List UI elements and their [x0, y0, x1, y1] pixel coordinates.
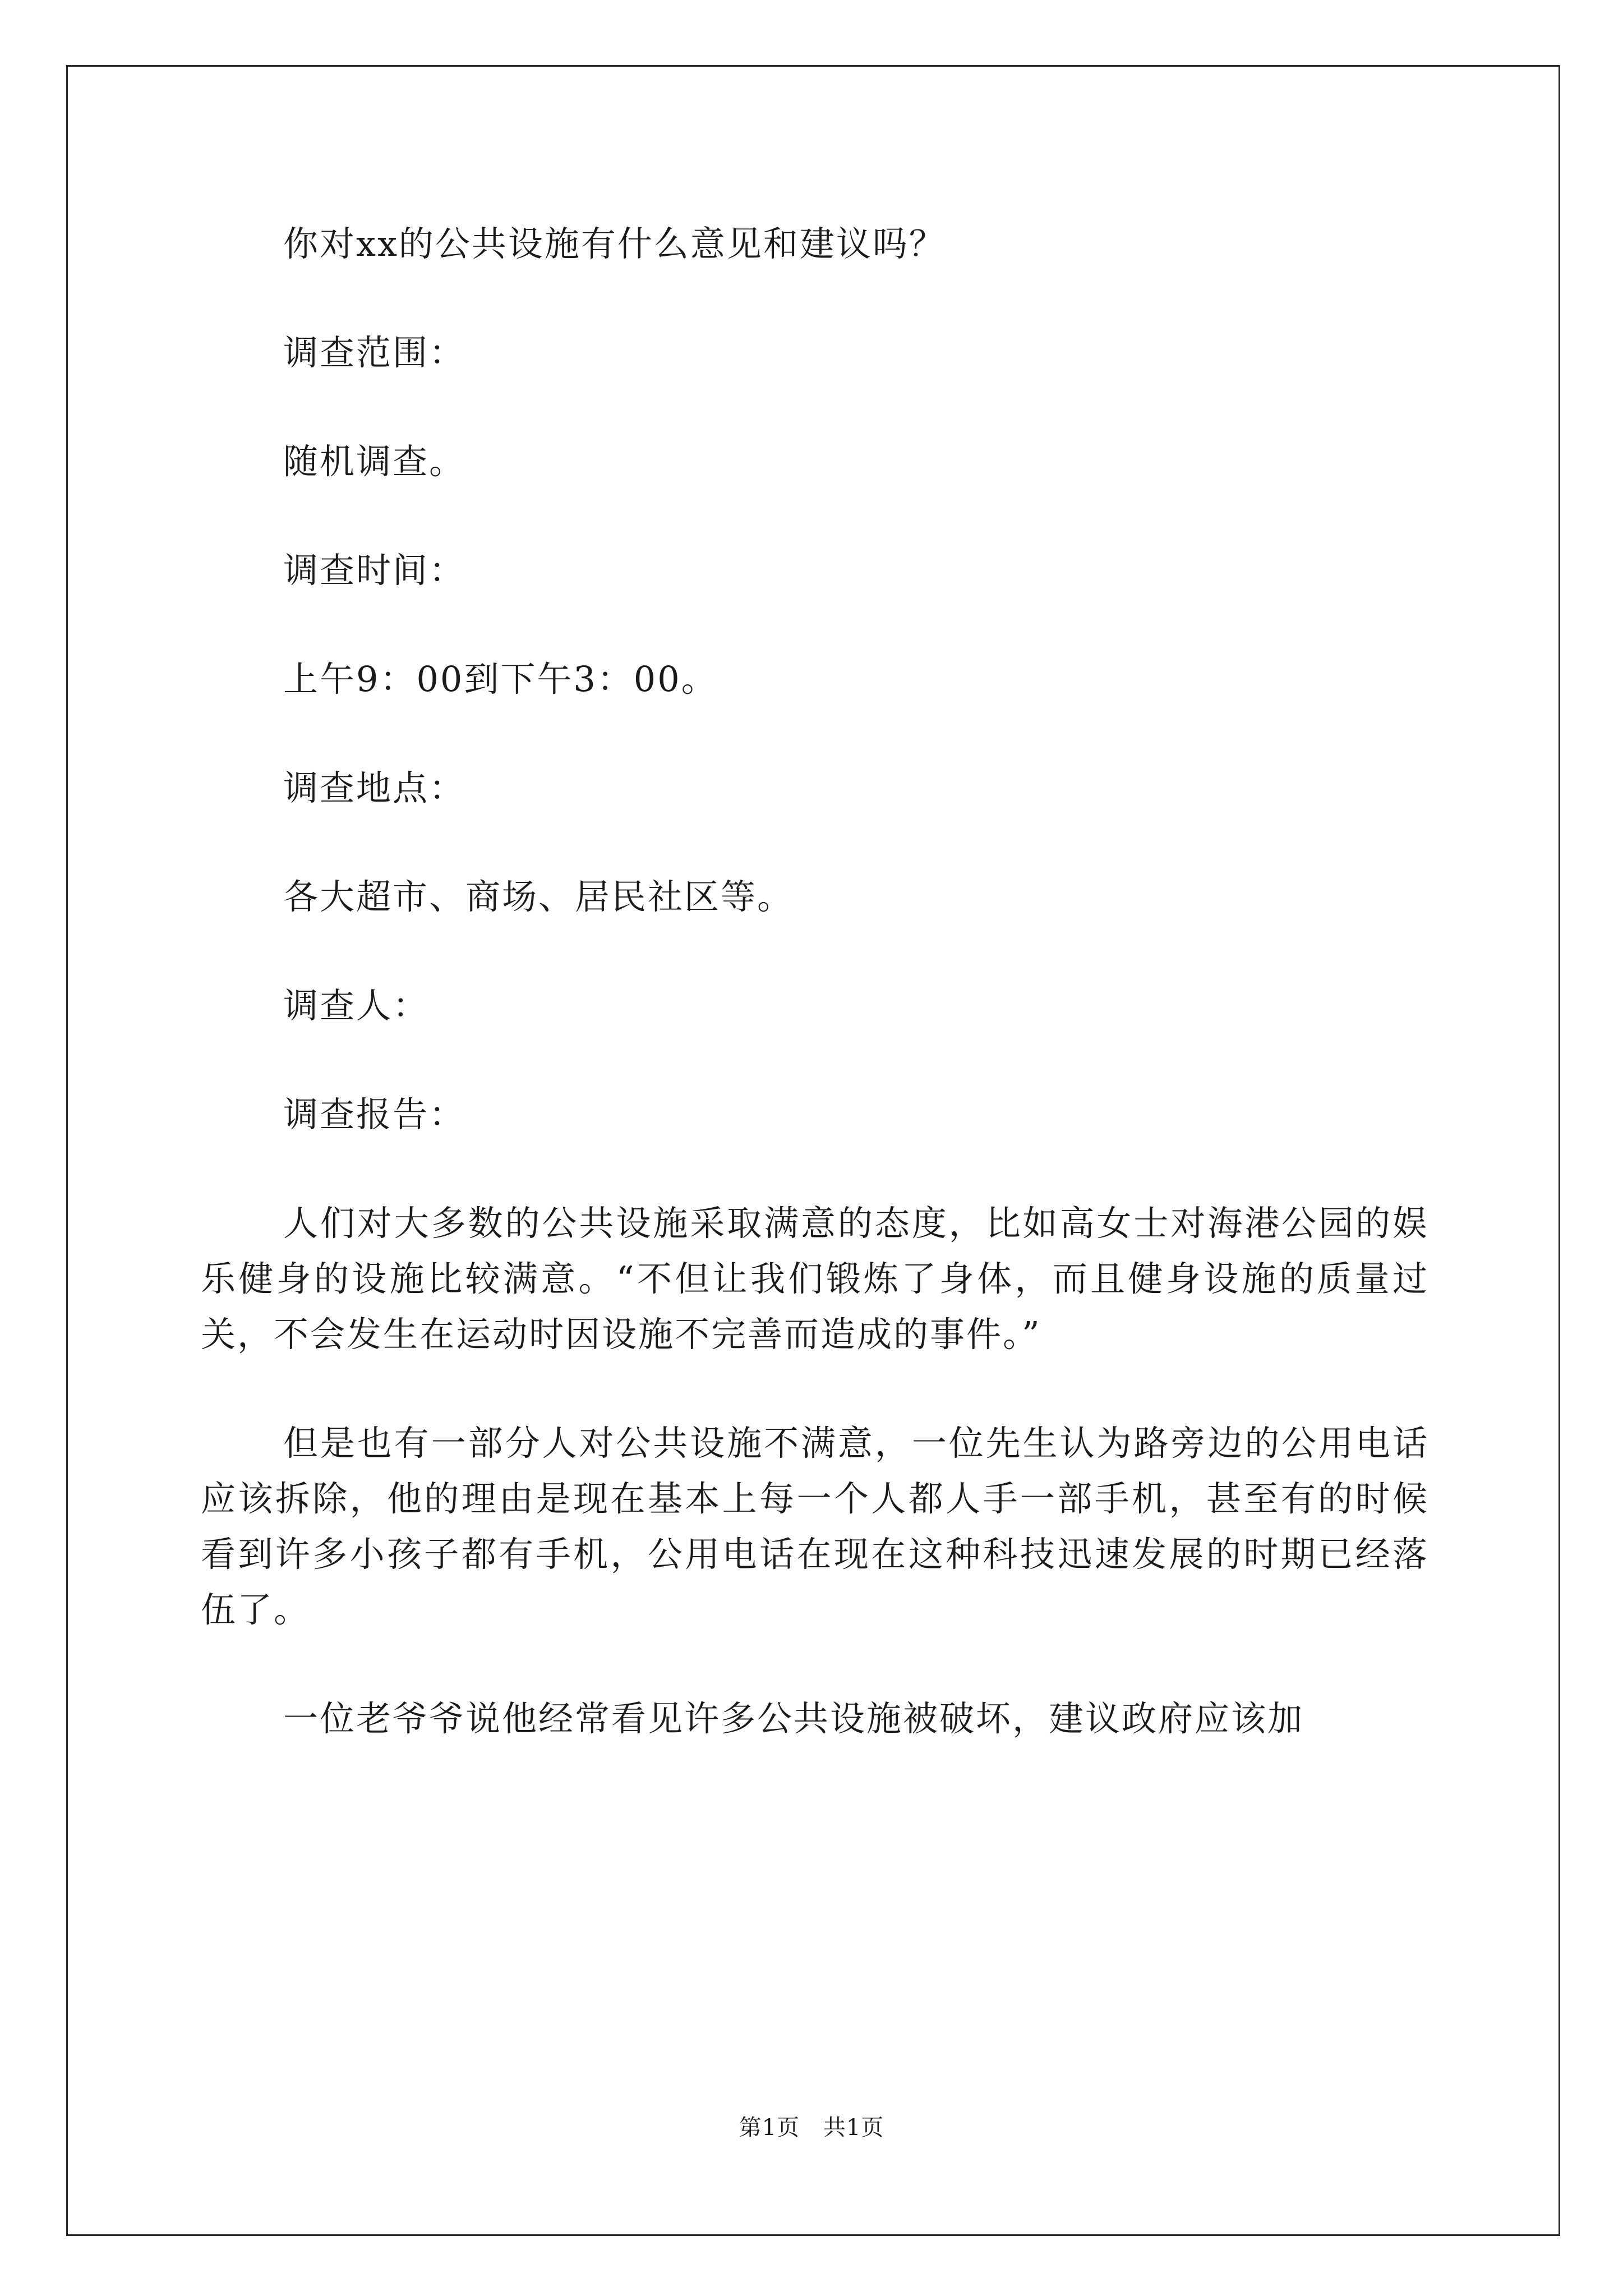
paragraph-report-vandalism: 一位老爷爷说他经常看见许多公共设施被破坏，建议政府应该加 — [283, 1698, 1304, 1739]
paragraph-survey-question: 你对xx的公共设施有什么意见和建议吗？ — [283, 223, 946, 264]
paragraph-surveyor-heading: 调查人： — [283, 985, 430, 1026]
paragraph-location-heading: 调查地点： — [283, 767, 466, 808]
page-footer — [0, 2114, 1623, 2142]
paragraph-scope-value: 随机调查。 — [283, 441, 466, 482]
paragraph-time-value: 上午9：00到下午3：00。 — [283, 659, 718, 700]
paragraph-location-value: 各大超市、商场、居民社区等。 — [283, 876, 794, 917]
page-number: 第1页 — [739, 2115, 800, 2141]
paragraph-report-satisfied: 人们对大多数的公共设施采取满意的态度，比如高女士对海港公园的娱乐健身的设施比较满意。“不但让我们锻炼了身体，而且健身设施的质量过关，不会发生在运动时因设施不完善而造成的事件。” — [201, 1203, 1429, 1355]
paragraph-time-heading: 调查时间： — [283, 550, 466, 591]
paragraph-report-heading: 调查报告： — [283, 1094, 466, 1135]
page-total: 共1页 — [823, 2115, 884, 2141]
paragraph-report-dissatisfied: 但是也有一部分人对公共设施不满意，一位先生认为路旁边的公用电话应该拆除，他的理由是现在基本上每一个人都人手一部手机，甚至有的时候看到许多小孩子都有手机，公用电话在现在这种科技迅速发展的时期已经落伍了。 — [201, 1423, 1429, 1630]
document-body — [201, 216, 1429, 1800]
paragraph-scope-heading: 调查范围： — [283, 332, 466, 373]
